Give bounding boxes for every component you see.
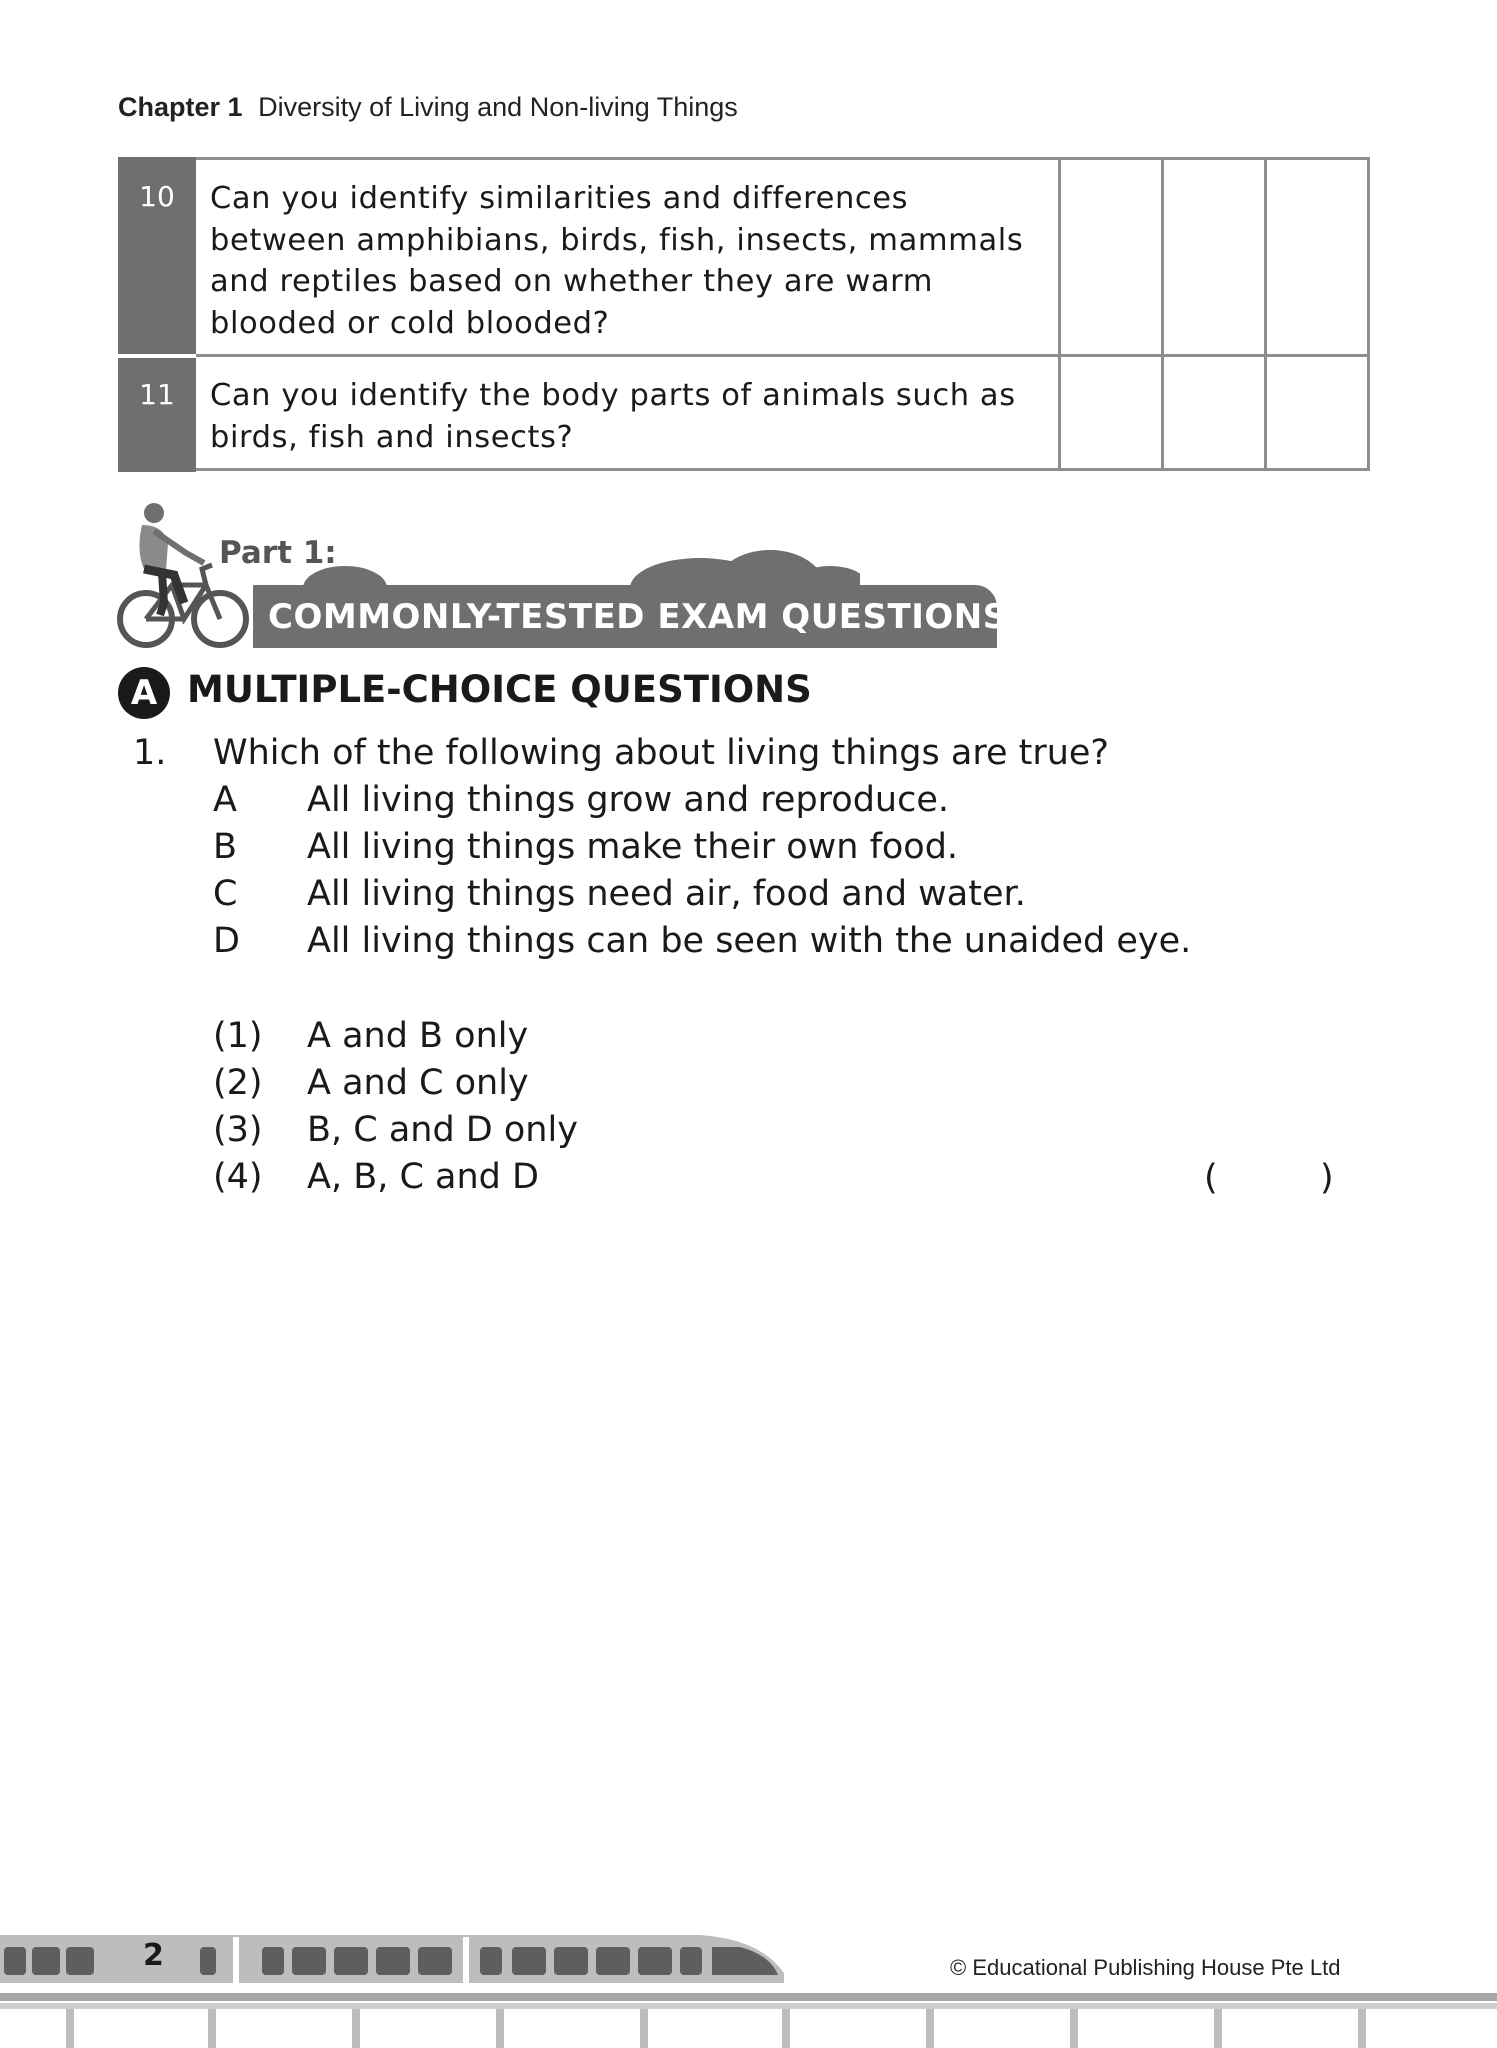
tick-box[interactable] — [1060, 356, 1163, 470]
chapter-title: Diversity of Living and Non-living Things — [258, 92, 738, 122]
question-text: Which of the following about living things are true? — [213, 733, 1110, 773]
copyright-notice: © Educational Publishing House Pte Ltd — [950, 1955, 1341, 1980]
tick-box[interactable] — [1060, 159, 1163, 356]
question-number: 1. — [133, 733, 167, 773]
section-title: MULTIPLE-CHOICE QUESTIONS — [187, 668, 812, 711]
row-question: Can you identify the body parts of animals such as birds, fish and insects? — [195, 356, 1060, 470]
answer-bracket-close: ) — [1320, 1158, 1334, 1198]
table-row — [120, 356, 1369, 470]
choice-text: A and B only — [307, 1016, 529, 1056]
train-footer-graphic — [0, 1925, 1497, 2048]
choice-key: (4) — [213, 1157, 263, 1197]
part-label: Part 1: — [219, 535, 337, 571]
chapter-number: 1 — [227, 92, 243, 122]
cyclist-icon — [114, 503, 254, 653]
statement-text: All living things need air, food and water. — [307, 874, 1026, 914]
choice-text: B, C and D only — [307, 1110, 578, 1150]
choice-text: A and C only — [307, 1063, 529, 1103]
tick-box[interactable] — [1266, 356, 1369, 470]
page-number: 2 — [143, 1938, 164, 1973]
tick-box[interactable] — [1163, 356, 1266, 470]
statement-text: All living things make their own food. — [307, 827, 959, 867]
choice-key: (3) — [213, 1110, 263, 1150]
row-number: 10 — [120, 159, 195, 356]
chapter-word: Chapter — [118, 92, 221, 122]
answer-bracket-open: ( — [1204, 1158, 1218, 1198]
section-badge: A — [118, 667, 170, 719]
choice-key: (2) — [213, 1063, 263, 1103]
self-check-table — [118, 157, 1370, 472]
row-number: 11 — [120, 356, 195, 470]
tick-box[interactable] — [1163, 159, 1266, 356]
statement-key: A — [213, 780, 237, 820]
statement-text: All living things grow and reproduce. — [307, 780, 949, 820]
statement-key: D — [213, 921, 240, 961]
tick-box[interactable] — [1266, 159, 1369, 356]
running-header — [118, 92, 738, 123]
statement-key: C — [213, 874, 238, 914]
table-row — [120, 159, 1369, 356]
cloud-decoration — [300, 548, 860, 588]
part-banner-title: COMMONLY-TESTED EXAM QUESTIONS — [268, 597, 1008, 637]
choice-text: A, B, C and D — [307, 1157, 539, 1197]
statement-key: B — [213, 827, 238, 867]
choice-key: (1) — [213, 1016, 263, 1056]
statement-text: All living things can be seen with the unaided eye. — [307, 921, 1192, 961]
row-question: Can you identify similarities and differences between amphibians, birds, fish, insects, mammals and reptiles based on whether they are warm blooded or cold blooded? — [195, 159, 1060, 356]
